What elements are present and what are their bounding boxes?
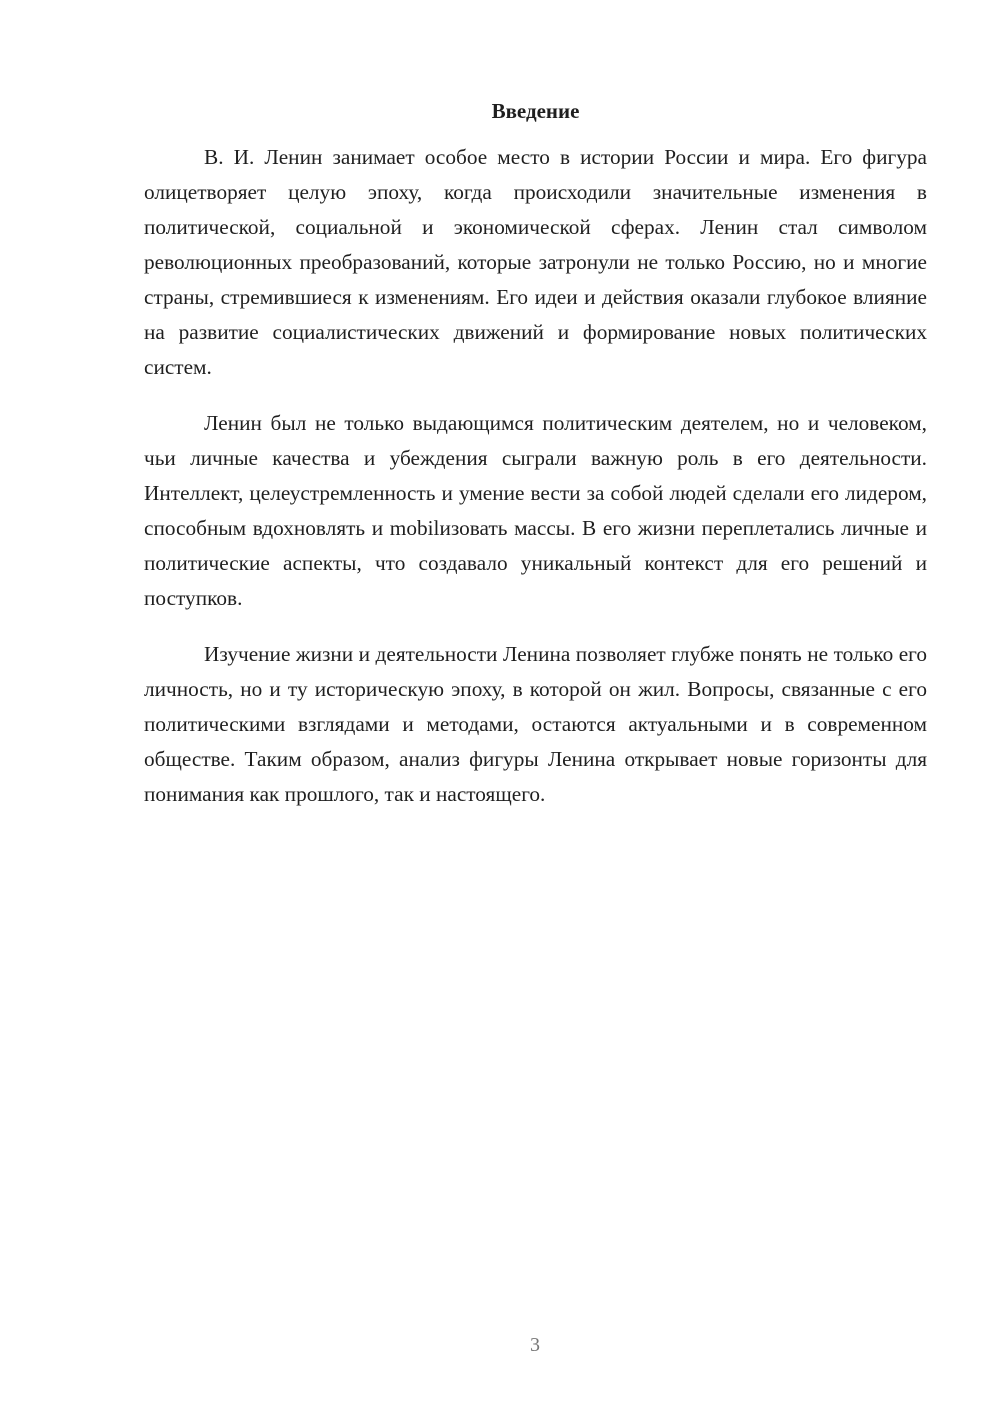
paragraph-2: Ленин был не только выдающимся политическим деятелем, но и человеком, чьи личные качества и убеждения сыграли важную роль в его деятельности. Интеллект, целеустремленность и умение вести за собой людей сделали его лидером, способным вдохновлять и mobilизовать массы. В его жизни переплетались личные и политические аспекты, что создавало уникальный контекст для его решений и поступков. xyxy=(144,411,927,610)
paragraph-3: Изучение жизни и деятельности Ленина позволяет глубже понять не только его личность, но и ту историческую эпоху, в которой он жил. Вопросы, связанные с его политическими взглядами и методами, остаются актуальными и в современном обществе. Таким образом, анализ фигуры Ленина открывает новые горизонты для понимания как прошлого, так и настоящего. xyxy=(144,642,927,806)
page-content xyxy=(144,94,927,833)
section-heading: Введение xyxy=(491,99,580,123)
paragraph-1: В. И. Ленин занимает особое место в истории России и мира. Его фигура олицетворяет целую эпоху, когда происходили значительные изменения в политической, социальной и экономической сферах. Ленин стал символом революционных преобразований, которые затронули не только Россию, но и многие страны, стремившиеся к изменениям. Его идеи и действия оказали глубокое влияние на развитие социалистических движений и формирование новых политических систем. xyxy=(144,145,927,379)
page-number: 3 xyxy=(530,1334,540,1356)
